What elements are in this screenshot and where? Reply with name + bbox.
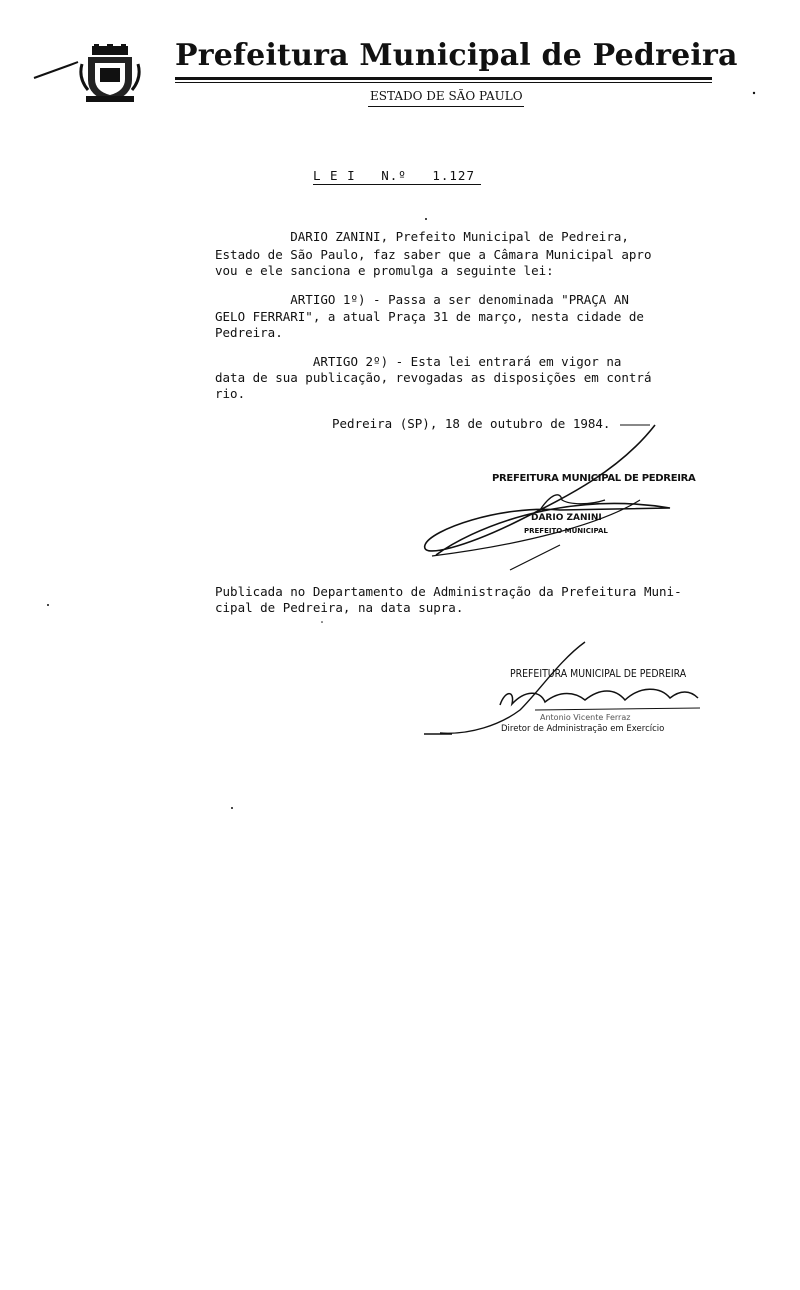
article1-line-1: ARTIGO 1º) - Passa a ser denominada "PRAÇA AN: [215, 292, 629, 307]
article1-line-2: GELO FERRARI", a atual Praça 31 de março, nesta cidade de: [215, 309, 644, 324]
director-stamp-institution: PREFEITURA MUNICIPAL DE PEDREIRA: [510, 667, 687, 680]
mayor-stamp-institution: PREFEITURA MUNICIPAL DE PEDREIRA: [492, 473, 696, 484]
state-subtitle: ESTADO DE SÃO PAULO: [370, 89, 523, 103]
article2-line-3: rio.: [215, 386, 246, 401]
date-line: Pedreira (SP), 18 de outubro de 1984.: [332, 416, 611, 431]
publication-line-2: cipal de Pedreira, na data supra.: [215, 600, 464, 615]
intro-line-2: Estado de São Paulo, faz saber que a Câmara Municipal apro: [215, 247, 652, 262]
intro-line-3: vou e ele sanciona e promulga a seguinte lei:: [215, 263, 554, 278]
article2-line-2: data de sua publicação, revogadas as disposições em contrá: [215, 370, 652, 385]
municipality-title: Prefeitura Municipal de Pedreira: [175, 38, 738, 73]
publication-line-1: Publicada no Departamento de Administração da Prefeitura Muni-: [215, 584, 682, 599]
law-title: L E I N.º 1.127: [313, 168, 475, 183]
article1-line-3: Pedreira.: [215, 325, 283, 340]
mayor-stamp-name: DARIO ZANINI: [531, 513, 602, 523]
article2-line-1: ARTIGO 2º) - Esta lei entrará em vigor na: [215, 354, 622, 369]
director-stamp-role: Diretor de Administração em Exercício: [501, 724, 665, 734]
intro-line-1: DARIO ZANINI, Prefeito Municipal de Pedreira,: [215, 229, 629, 244]
mayor-stamp-role: PREFEITO MUNICIPAL: [524, 527, 608, 535]
director-stamp-name: Antonio Vicente Ferraz: [540, 713, 631, 722]
